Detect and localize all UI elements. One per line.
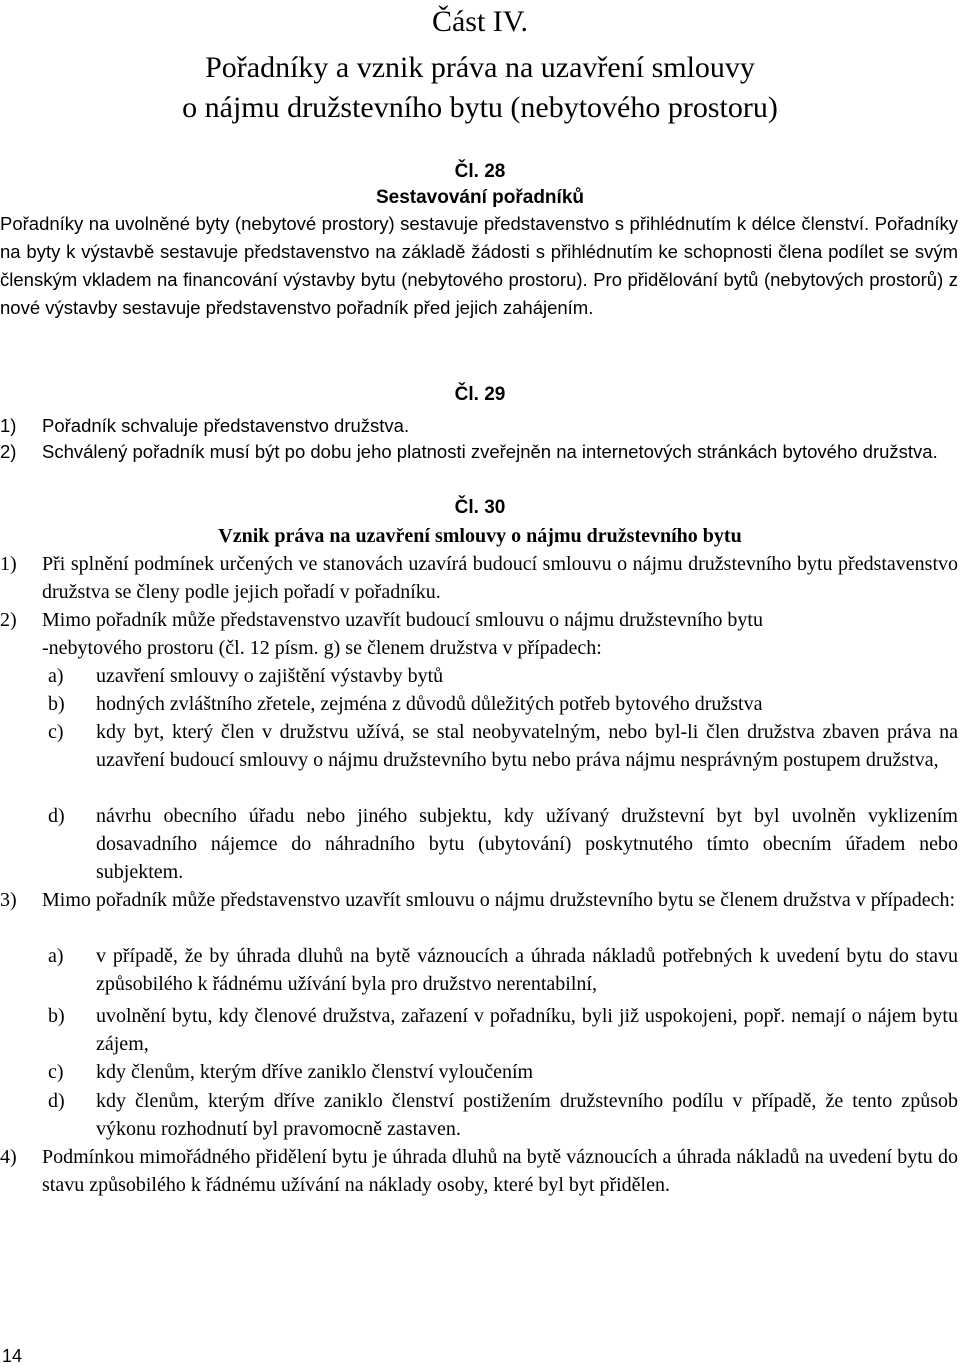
sub-item-text: kdy členům, kterým dříve zaniklo členství vyloučením	[96, 1061, 534, 1083]
sub-item-text: v případě, že by úhrada dluhů na bytě váznoucích a úhrada nákladů potřebných k uvedení bytu do stavu způsobilého k řádnému užívání byla pro družstvo nerentabilní,	[96, 945, 958, 995]
article-28-paragraph	[0, 210, 958, 322]
article-30-title: Vznik práva na uzavření smlouvy o nájmu družstevního bytu	[218, 525, 742, 547]
sub-item-letter: b)	[48, 1005, 65, 1027]
article-30-number: Čl. 30	[454, 497, 506, 518]
sub-item-letter: c)	[48, 1061, 64, 1083]
item-text: Mimo pořadník může představenstvo uzavřít smlouvu o nájmu družstevního bytu se členem družstva v případech:	[42, 889, 956, 911]
sub-item-text: kdy členům, kterým dříve zaniklo členství postižením družstevního podílu v případě, že tento způsob výkonu rozhodnutí byl pravomocně zastaven.	[96, 1090, 958, 1140]
article-28-sentence-2: Pořadníky na byty k výstavbě sestavuje představenstvo na základě žádosti s přihlédnutím ke schopnosti člena podílet se svým členským vkladem na financování výstavby bytu (nebytového prostoru).	[0, 213, 959, 290]
sub-item-text: hodných zvláštního zřetele, zejména z důvodů důležitých potřeb bytového družstva	[96, 693, 763, 715]
article-28-number: Čl. 28	[454, 161, 506, 182]
item-text-line-1: Mimo pořadník může představenstvo uzavřít budoucí smlouvu o nájmu družstevního bytu	[42, 609, 763, 631]
sub-item-letter: b)	[48, 693, 65, 715]
item-number: 2)	[0, 441, 17, 462]
sub-item-letter: a)	[48, 945, 64, 967]
item-number: 2)	[0, 609, 17, 631]
sub-item-text: kdy byt, který člen v družstvu užívá, se stal neobyvatelným, nebo byl-li člen družstva zbaven práva na uzavření budoucí smlouvy o nájmu družstevního bytu nebo práva nájmu nesprávným postupem družstva,	[96, 721, 958, 771]
sub-item-letter: d)	[48, 1090, 65, 1112]
item-text: Pořadník schvaluje představenstvo družstva.	[42, 415, 410, 436]
part-subtitle-line1: Pořadníky a vznik práva na uzavření smlouvy	[205, 51, 755, 84]
item-number: 4)	[0, 1146, 17, 1168]
sub-item-text: uzavření smlouvy o zajištění výstavby bytů	[96, 665, 444, 687]
article-28-sentence-1: Pořadníky na uvolněné byty (nebytové prostory) sestavuje představenstvo s přihlédnutím k délce členství.	[0, 213, 870, 234]
article-29-number: Čl. 29	[454, 384, 506, 405]
item-text: Schválený pořadník musí být po dobu jeho platnosti zveřejněn na internetových stránkách bytového družstva.	[42, 441, 938, 462]
part-subtitle-line2: o nájmu družstevního bytu (nebytového prostoru)	[182, 91, 778, 124]
item-number: 1)	[0, 553, 17, 575]
article-28-sentence-3: Pro přidělování bytů (nebytových prostorů) z nové výstavby sestavuje představenstvo pořadník před jejich zahájením.	[0, 269, 959, 318]
item-number: 3)	[0, 889, 17, 911]
article-28-title: Sestavování pořadníků	[375, 187, 584, 208]
sub-item-text: návrhu obecního úřadu nebo jiného subjektu, kdy užívaný družstevní byt byl uvolněn vyklizením dosavadního nájemce do náhradního bytu (ubytování) poskytnutého tímto obecním úřadem nebo subjektem.	[96, 805, 958, 883]
sub-item-text: uvolnění bytu, kdy členové družstva, zařazení v pořadníku, byli již uspokojeni, popř. nemají o nájem bytu zájem,	[96, 1005, 958, 1055]
item-text-line-2: -nebytového prostoru (čl. 12 písm. g) se členem družstva v případech:	[42, 637, 602, 659]
part-title: Část IV.	[431, 5, 529, 38]
sub-item-letter: d)	[48, 805, 65, 827]
page-number: 14	[2, 1346, 23, 1366]
item-number: 1)	[0, 415, 17, 436]
item-text: Při splnění podmínek určených ve stanovách uzavírá budoucí smlouvu o nájmu družstevního bytu představenstvo družstva se členy podle jejich pořadí v pořadníku.	[42, 553, 958, 603]
item-text: Podmínkou mimořádného přidělení bytu je úhrada dluhů na bytě váznoucích a úhrada nákladů na uvedení bytu do stavu způsobilého k řádnému užívání na náklady osoby, které byl byt přidělen.	[42, 1146, 958, 1196]
sub-item-letter: a)	[48, 665, 64, 687]
sub-item-letter: c)	[48, 721, 64, 743]
